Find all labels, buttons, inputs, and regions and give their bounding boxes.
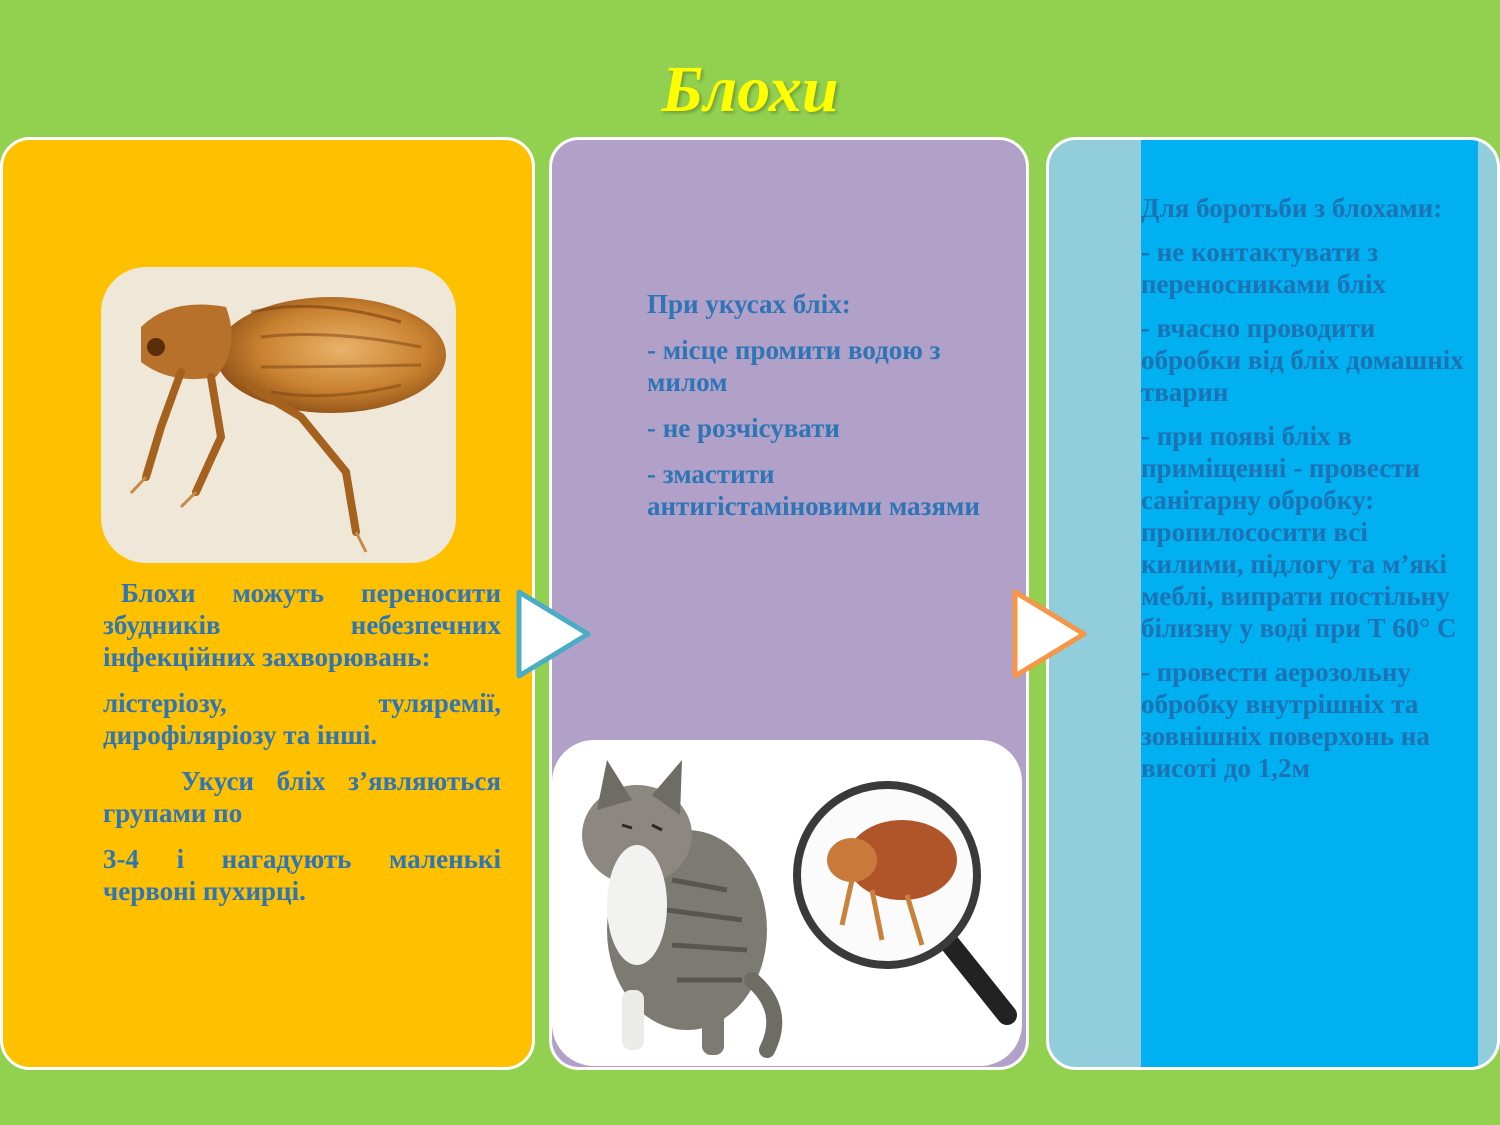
panel3-item: - провести аерозольну обробку внутрішніх та зовнішніх поверхонь на висоті до 1,2м [1141,657,1430,783]
panel1-paragraph: Укуси бліх з’являються групами по [103,766,501,828]
flea-photo [101,267,456,563]
panel3-item: - не контактувати з переносниками бліх [1141,237,1387,299]
panel2-item: - не розчісувати [647,413,840,443]
panel3-text [1141,192,1476,796]
panel2-item: - місце промити водою з милом [647,335,941,397]
arrow-right-icon [514,588,594,680]
arrow-right-icon [1010,588,1090,680]
panel2-text [647,288,1007,536]
slide-title: Блохи [661,53,839,126]
panel1-paragraph: 3-4 і нагадують маленькі червоні пухирці. [103,844,501,906]
panel2-item: - змастити антигістаміновими мазями [647,459,980,521]
panel1-paragraph: Блохи можуть переносити збудників небезпечних інфекційних захворювань: [103,578,501,672]
panel2-heading: При укусах бліх: [647,289,851,319]
cat-and-magnifier-photo [552,740,1022,1066]
panel1-paragraph: лістеріозу, туляремії, дирофіляріозу та інші. [103,688,501,750]
panel1-text [103,577,501,921]
panel3-item: - вчасно проводити обробки від бліх домашніх тварин [1141,313,1464,407]
panel3-item: - при появі бліх в приміщенні - провести санітарну обробку: пропилососити всі килими, підлогу та м’які меблі, випрати постільну білизну у воді при Т 60° С [1141,421,1457,643]
panel3-heading: Для боротьби з блохами: [1141,193,1443,223]
